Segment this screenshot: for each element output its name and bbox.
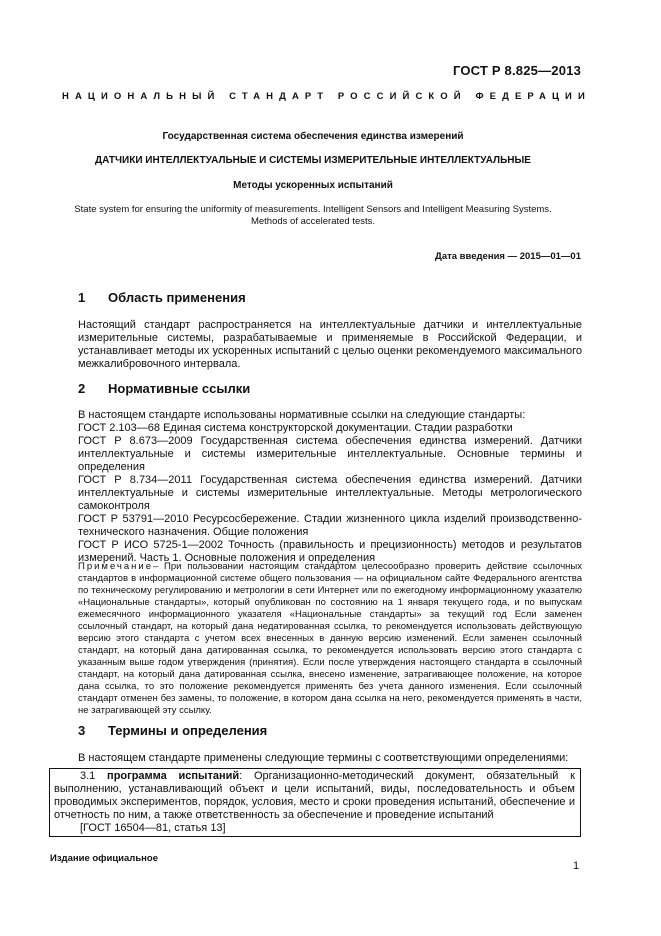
national-standard-banner: НАЦИОНАЛЬНЫЙ СТАНДАРТ РОССИЙСКОЙ ФЕДЕРАЦИИ [62,91,591,102]
reference-item: ГОСТ Р 8.734—2011 Государственная система обеспечения единства измерений. Датчики интеллектуальные и системы измерительные интеллектуальные. Методы метрологического самоконтроля [78,474,582,512]
term-definition [54,770,575,822]
term-number: 3.1 [80,770,96,782]
section-2-note [78,561,582,717]
term-name: программа испытаний [107,770,240,782]
term-source: [ГОСТ 16504—81, статья 13] [80,822,226,834]
page-number: 1 [573,860,580,872]
reference-item: ГОСТ Р 8.673—2009 Государственная система обеспечения единства измерений. Датчики интеллектуальные и системы измерительные интеллектуальные. Основные термины и определения [78,435,582,473]
section-3-heading [78,723,267,738]
system-title: Государственная система обеспечения единства измерений [162,131,464,142]
introduction-date: Дата введения — 2015—01—01 [435,251,581,262]
section-3-title: Термины и определения [108,723,268,738]
note-text: – При пользовании настоящим стандартом целесообразно проверить действие ссылочных стандартов в информационной системе общего пользования — на официальном сайте Федерального агентства по техническому регулированию и метрологии в сети Интернет или по ежегодному информационному указателю «Национальные стандарты», который опубликован по состоянию на 1 января текущего года, и по выпускам ежемесячного информационного указателя «Национальные стандарты» за текущий год Если заменен ссылочный стандарт, на который дана недатированная ссылка, то рекомендуется использовать действующую версию этого стандарта с учетом всех внесенных в данную версию изменений. Если заменен ссылочный стандарт, на который дана датированная ссылка, то рекомендуется использовать версию этого стандарта с указанным выше годом утверждения (принятия). Если после утверждения настоящего стандарта в ссылочный стандарт, на который дана датированная ссылка, внесено изменение, затрагивающее положение, на которое дана ссылка, то это положение рекомендуется применять без учета данного изменения. Если ссылочный стандарт отменен без замены, то положение, в котором дана ссылка на него, рекомендуется применять в части, не затрагивающей эту ссылку. [78,561,582,716]
reference-item: ГОСТ Р ИСО 5725-1—2002 Точность (правильность и прецизионность) методов и результатов измерений. Часть 1. Основные положения и определения [78,539,582,564]
section-2-number: 2 [78,381,86,396]
section-2-title: Нормативные ссылки [108,381,251,396]
english-title-line-2: Methods of accelerated tests. [250,216,376,227]
note-label: Примечание [78,561,153,572]
official-edition-label: Издание официальное [50,853,158,864]
section-2-text [78,409,582,565]
document-code: ГОСТ Р 8.825—2013 [452,63,581,78]
term-definition-box [49,768,581,837]
section-1-paragraph-text: Настоящий стандарт распространяется на интеллектуальные датчики и интеллектуальные измерительные системы, разрабатываемые и применяемые в Российской Федерации, и устанавливает методы их ускоренных испытаний с целью оценки рекомендуемого максимального межкалибровочного интервала. [78,319,582,370]
section-1-paragraph [78,319,582,371]
document-title: ДАТЧИКИ ИНТЕЛЛЕКТУАЛЬНЫЕ И СИСТЕМЫ ИЗМЕРИТЕЛЬНЫЕ ИНТЕЛЛЕКТУАЛЬНЫЕ [95,155,531,166]
document-subtitle: Методы ускоренных испытаний [233,180,393,191]
section-2-intro: В настоящем стандарте использованы нормативные ссылки на следующие стандарты: [78,409,526,421]
section-2-heading [78,381,250,396]
english-title [40,204,586,228]
section-3-number: 3 [78,723,86,738]
section-3-intro: В настоящем стандарте применены следующие термины с соответствующими определениями: [78,752,569,764]
section-1-number: 1 [78,290,86,305]
english-title-line-1: State system for ensuring the uniformity of measurements. Intelligent Sensors and Intelligent Measuring Systems. [74,204,552,215]
section-1-heading [78,290,246,305]
section-1-title: Область применения [108,290,246,305]
term-definition-text: : Организационно-методический документ, обязательный к выполнению, устанавливающий объект и цели испытаний, виды, последовательность и объем проводимых экспериментов, порядок, условия, место и сроки проведения испытаний, обеспечение и отчетность по ним, а также ответственность за обеспечение и проведение испытаний [54,770,575,821]
section-1-text [78,319,582,371]
reference-item: ГОСТ 2.103—68 Единая система конструкторской документации. Стадии разработки [78,422,513,434]
reference-item: ГОСТ Р 53791—2010 Ресурсосбережение. Стадии жизненного цикла изделий производственно-технического назначения. Общие положения [78,513,582,538]
